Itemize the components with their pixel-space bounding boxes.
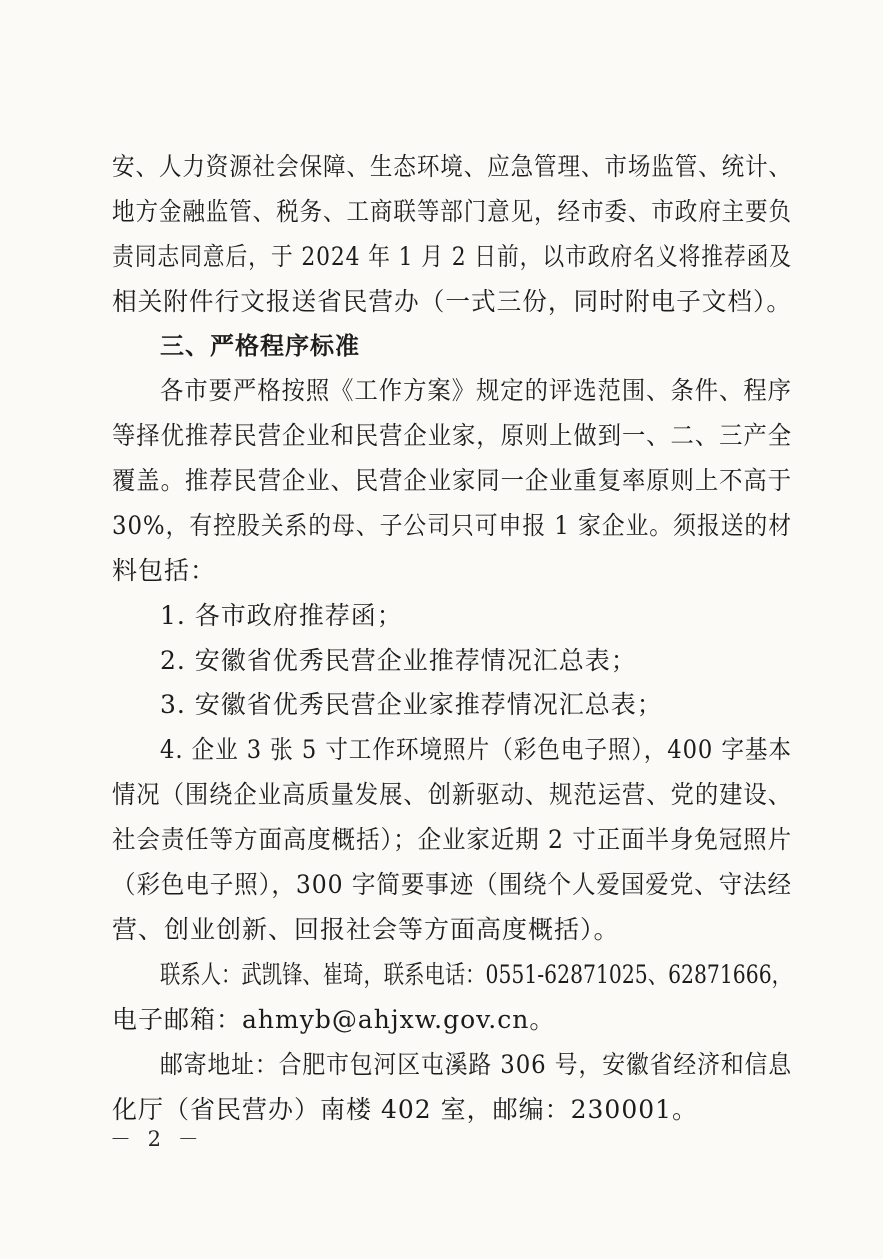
list-item: 4. 企业 3 张 5 寸工作环境照片（彩色电子照），400 字基本 <box>160 735 792 764</box>
paragraph-line: 安、人力资源社会保障、生态环境、应急管理、市场监管、统计、 <box>112 152 792 181</box>
section-heading: 三、严格程序标准 <box>160 332 360 360</box>
paragraph-line: 责同志同意后，于 2024 年 1 月 2 日前，以市政府名义将推荐函及 <box>112 242 792 271</box>
paragraph-line: 各市要严格按照《工作方案》规定的评选范围、条件、程序 <box>160 376 792 405</box>
paragraph-line: 等择优推荐民营企业和民营企业家，原则上做到一、二、三产全 <box>112 421 792 450</box>
contact-line: 联系人：武凯锋、崔琦，联系电话：0551-62871025、62871666， <box>160 960 792 989</box>
paragraph-line: 相关附件行文报送省民营办（一式三份，同时附电子文档）。 <box>112 287 792 316</box>
list-item: 3. 安徽省优秀民营企业家推荐情况汇总表； <box>160 690 663 719</box>
paragraph-line: 社会责任等方面高度概括）；企业家近期 2 寸正面半身免冠照片 <box>112 825 792 854</box>
paragraph-line: 营、创业创新、回报社会等方面高度概括）。 <box>112 915 620 944</box>
list-item: 2. 安徽省优秀民营企业推荐情况汇总表； <box>160 646 637 675</box>
address-line: 化厅（省民营办）南楼 402 室，邮编：230001。 <box>112 1095 699 1124</box>
paragraph-line: 料包括： <box>112 556 217 585</box>
paragraph-line: 地方金融监管、税务、工商联等部门意见，经市委、市政府主要负 <box>112 197 792 226</box>
paragraph-line: 情况（围绕企业高质量发展、创新驱动、规范运营、党的建设、 <box>112 780 792 809</box>
address-line: 邮寄地址：合肥市包河区屯溪路 306 号，安徽省经济和信息 <box>160 1050 792 1079</box>
paragraph-line: （彩色电子照），300 字简要事迹（围绕个人爱国爱党、守法经 <box>112 870 792 899</box>
paragraph-line: 30%，有控股关系的母、子公司只可申报 1 家企业。须报送的材 <box>112 511 792 540</box>
email-line: 电子邮箱：ahmyb@ahjxw.gov.cn。 <box>112 1005 556 1034</box>
list-item: 1. 各市政府推荐函； <box>160 601 403 630</box>
paragraph-line: 覆盖。推荐民营企业、民营企业家同一企业重复率原则上不高于 <box>112 466 792 495</box>
page-number: － 2 － <box>110 1127 204 1151</box>
